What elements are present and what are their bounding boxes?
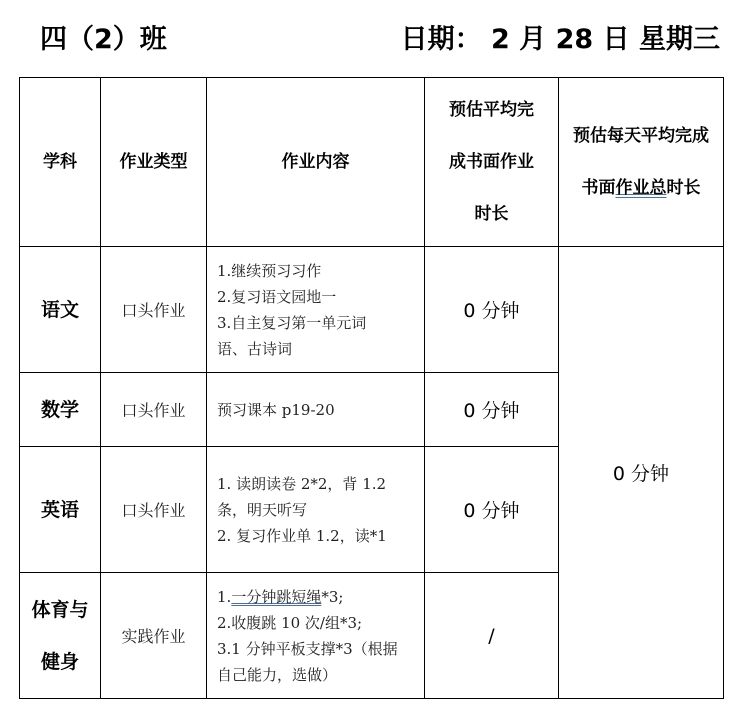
content-line: 3.1 分钟平板支撑*3（根据 [217,639,398,658]
content-cell [207,373,425,447]
subject-line: 体育与 [31,598,89,621]
content-line: 条，明天听写 [217,500,308,519]
type-cell: 口头作业 [101,373,207,447]
content-line: 自己能力，选做） [217,665,338,684]
header-content: 作业内容 [207,78,425,247]
content-prefix: 1. [217,587,232,606]
table-row [20,247,724,373]
content-line [217,584,416,610]
header-total-underlined: 作业总 [615,178,667,198]
subject-cell: 数学 [20,373,101,447]
subject-cell [20,573,101,699]
header-avg-time-line: 成书面作业 [449,152,534,172]
content-cell [207,573,425,699]
type-cell: 口头作业 [101,247,207,373]
header-total-time-line: 预估每天平均完成 [573,126,709,146]
time-cell: / [425,573,559,699]
content-line: 语、古诗词 [217,339,293,358]
content-line: 预习课本 p19-20 [217,400,335,419]
header-avg-time [425,78,559,247]
subject-cell: 英语 [20,447,101,573]
content-cell [207,447,425,573]
content-line: 2. 复习作业单 1.2，读*1 [217,526,387,545]
header-type: 作业类型 [101,78,207,247]
time-cell: 0 分钟 [425,447,559,573]
header-total-time-line [559,162,723,214]
content-suffix: *3; [321,587,344,606]
header-subject: 学科 [20,78,101,247]
header-total-text: 书面 [581,178,616,198]
type-cell: 实践作业 [101,573,207,699]
content-line: 2.复习语文园地一 [217,287,337,306]
content-cell [207,247,425,373]
subject-line: 健身 [40,650,79,673]
time-cell: 0 分钟 [425,373,559,447]
type-cell: 口头作业 [101,447,207,573]
content-line: 1. 读朗读卷 2*2，背 1.2 [217,474,387,493]
content-line: 3.自主复习第一单元词 [217,313,367,332]
content-line: 2.收腹跳 10 次/组*3; [217,613,363,632]
subject-cell: 语文 [20,247,101,373]
content-underlined: 一分钟跳短绳 [231,587,322,606]
header-avg-time-line: 预估平均完 [449,100,534,120]
content-line: 1.继续预习习作 [217,261,322,280]
table-header-row [20,78,724,247]
date-label: 日期： 2 月 28 日 星期三 [400,24,720,55]
header-avg-time-line: 时长 [474,204,509,224]
homework-table [19,77,724,699]
header-total-text: 时长 [666,178,701,198]
header-total-time [559,78,724,247]
time-cell: 0 分钟 [425,247,559,373]
total-time-cell: 0 分钟 [559,247,724,699]
class-title: 四（2）班 [40,24,167,55]
